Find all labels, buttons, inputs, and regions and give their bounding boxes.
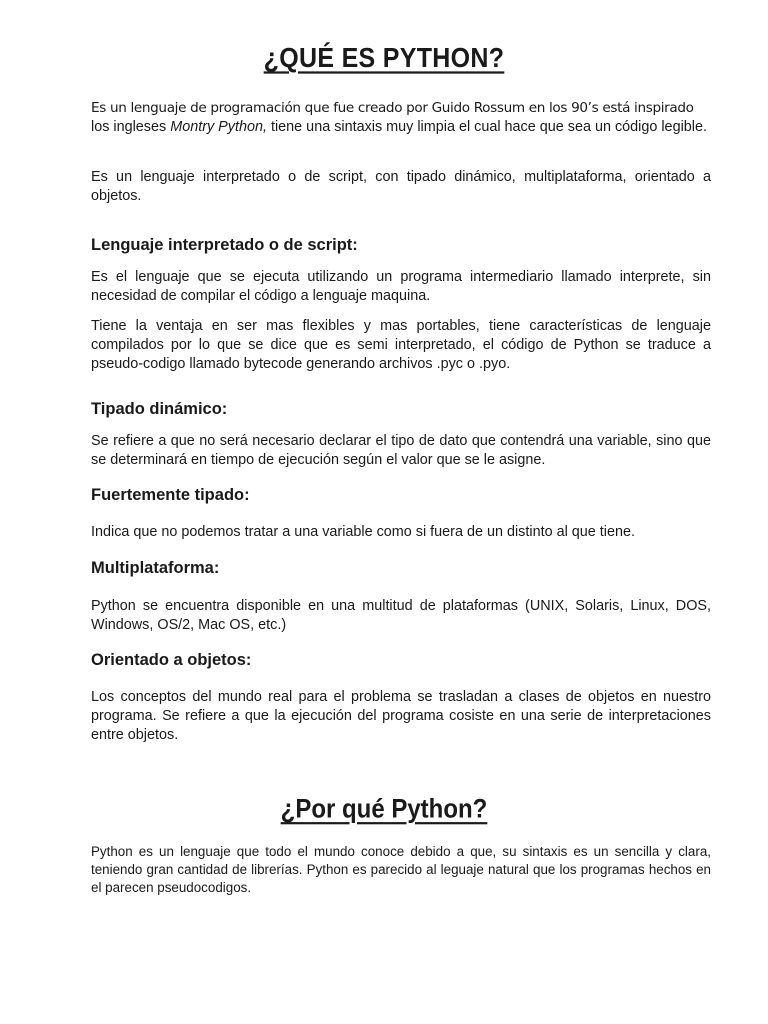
intro-paragraph-2: Es un lenguaje interpretado o de script, con tipado dinámico, multiplataforma, orientado a objetos. — [91, 169, 711, 204]
section-paragraph-interpretado-1: Es el lenguaje que se ejecuta utilizando un programa intermediario llamado interprete, sin necesidad de compilar el código a lenguaje maquina. — [91, 269, 711, 304]
intro-italic-name: Montry Python, — [170, 119, 267, 135]
section-paragraph-multiplataforma: Python se encuentra disponible en una multitud de plataformas (UNIX, Solaris, Linux, DOS, Windows, OS/2, Mac OS, etc.) — [91, 598, 711, 633]
section-heading-interpretado: Lenguaje interpretado o de script: — [91, 236, 358, 254]
section-heading-multiplataforma: Multiplataforma: — [91, 559, 220, 577]
intro-line-2-start: los ingleses — [91, 119, 171, 135]
section-paragraph-fuertemente-tipado: Indica que no podemos tratar a una variable como si fuera de un distinto al que tiene. — [91, 524, 635, 540]
section-heading-fuertemente-tipado: Fuertemente tipado: — [91, 486, 250, 504]
section-heading-orientado-objetos: Orientado a objetos: — [91, 651, 252, 669]
section-paragraph-orientado-objetos: Los conceptos del mundo real para el problema se trasladan a clases de objetos en nuestro programa. Se refiere a que la ejecución del programa cosiste en una serie de interpretaciones entre objetos. — [91, 689, 711, 743]
intro-line-1: Es un lenguaje de programación que fue creado por Guido Rossum en los 90’s está inspirado — [91, 100, 694, 116]
section-paragraph-tipado-dinamico: Se refiere a que no será necesario declarar el tipo de dato que contendrá una variable, sino que se determinará en tiempo de ejecución según el valor que se le asigne. — [91, 433, 711, 468]
section-paragraph-interpretado-2: Tiene la ventaja en ser mas flexibles y mas portables, tiene características de lenguaje compilados por lo que se dice que es semi interpretado, el código de Python se traduce a pseudo-codigo llamado bytecode generando archivos .pyc o .pyo. — [91, 318, 711, 372]
why-python-title: ¿Por qué Python? — [280, 794, 488, 825]
intro-paragraph — [91, 99, 711, 137]
intro-line-2-rest: tiene una sintaxis muy limpia el cual hace que sea un código legible. — [266, 119, 707, 135]
section-heading-tipado-dinamico: Tipado dinámico: — [91, 400, 228, 418]
page-title: ¿QUÉ ES PYTHON? — [263, 42, 505, 74]
why-python-paragraph: Python es un lenguaje que todo el mundo conoce debido a que, su sintaxis es un sencilla y clara, teniendo gran cantidad de librerías. Python es parecido al leguaje natural que los programas hechos en el parecen pseudocodigos. — [91, 844, 711, 895]
